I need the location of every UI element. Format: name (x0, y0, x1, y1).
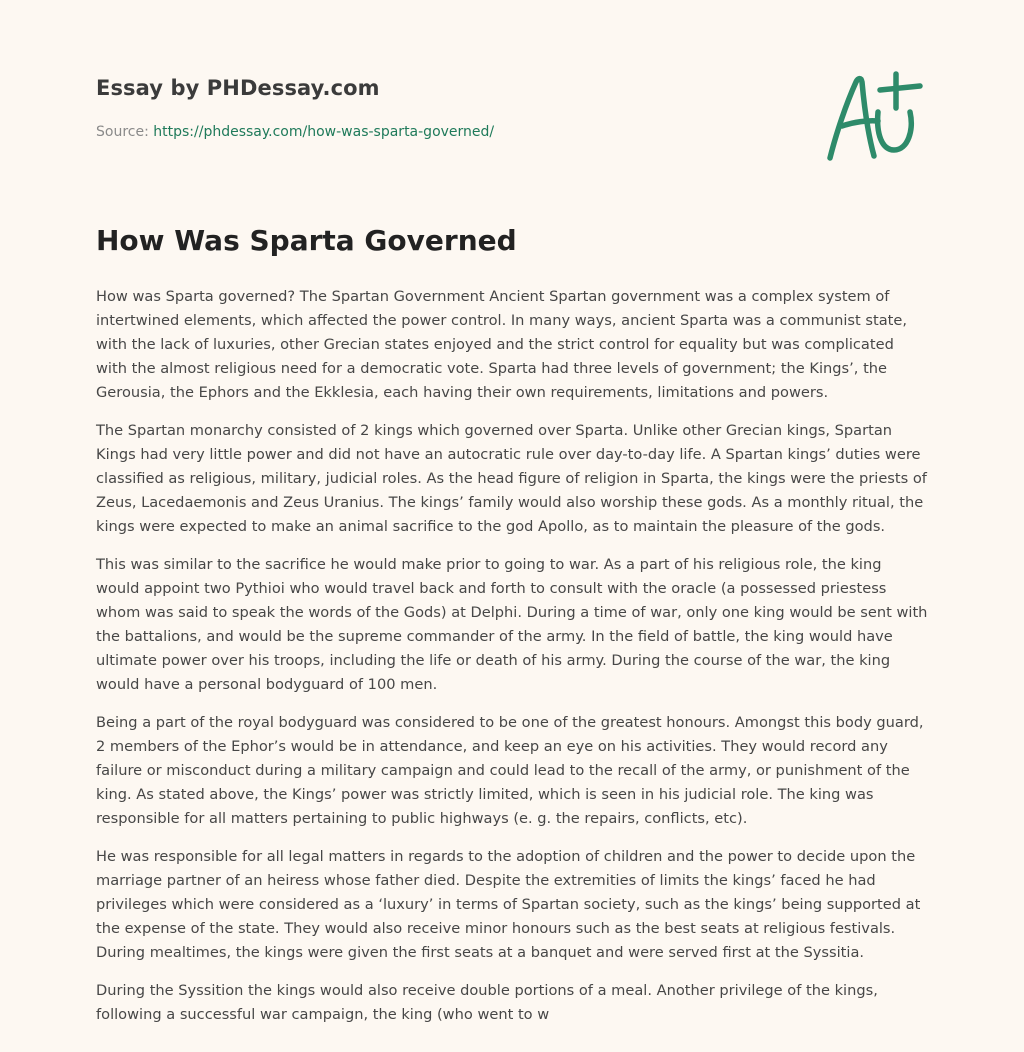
source-line (96, 124, 494, 140)
essay-paragraph: The Spartan monarchy consisted of 2 kings which governed over Sparta. Unlike other Grecian kings, Spartan Kings had very little power and did not have an autocratic rule over day-to-day life. A Spartan kings’ duties were classified as religious, military, judicial roles. As the head figure of religion in Sparta, the kings were the priests of Zeus, Lacedaemonis and Zeus Uranius. The kings’ family would also worship these gods. As a monthly ritual, the kings were expected to make an animal sacrifice to the god Apollo, as to maintain the pleasure of the gods. (96, 422, 927, 535)
site-brand: Essay by PHDessay.com (96, 76, 380, 100)
a-plus-logo-icon (816, 64, 932, 168)
essay-body (96, 285, 928, 1041)
essay-paragraph: How was Sparta governed? The Spartan Government Ancient Spartan government was a complex system of intertwined elements, which affected the power control. In many ways, ancient Sparta was a communist state, with the lack of luxuries, other Grecian states enjoyed and the strict control for equality but was complicated with the almost religious need for a democratic vote. Sparta had three levels of government; the Kings’, the Gerousia, the Ephors and the Ekklesia, each having their own requirements, limitations and powers. (96, 288, 907, 401)
essay-paragraph: He was responsible for all legal matters in regards to the adoption of children and the power to decide upon the marriage partner of an heiress whose father died. Despite the extremities of limits the kings’ faced he had privileges which were considered as a ‘luxury’ in terms of Spartan society, such as the kings’ being supported at the expense of the state. They would also receive minor honours such as the best seats at religious festivals. During mealtimes, the kings were given the first seats at a banquet and were served first at the Syssitia. (96, 848, 921, 961)
source-link[interactable]: https://phdessay.com/how-was-sparta-governed/ (153, 124, 495, 140)
essay-paragraph: During the Syssition the kings would also receive double portions of a meal. Another privilege of the kings, following a successful war campaign, the king (who went to w (96, 982, 878, 1023)
essay-paragraph: Being a part of the royal bodyguard was considered to be one of the greatest honours. Amongst this body guard, 2 members of the Ephor’s would be in attendance, and keep an eye on his activities. They would record any failure or misconduct during a military campaign and could lead to the recall of the army, or punishment of the king. As stated above, the Kings’ power was strictly limited, which is seen in his judicial role. The king was responsible for all matters pertaining to public highways (e. g. the repairs, conflicts, etc). (96, 714, 924, 827)
essay-paragraph: This was similar to the sacrifice he would make prior to going to war. As a part of his religious role, the king would appoint two Pythioi who would travel back and forth to consult with the oracle (a possessed priestess whom was said to speak the words of the Gods) at Delphi. During a time of war, only one king would be sent with the battalions, and would be the supreme commander of the army. In the field of battle, the king would have ultimate power over his troops, including the life or death of his army. During the course of the war, the king would have a personal bodyguard of 100 men. (96, 556, 928, 693)
source-label: Source: (96, 124, 149, 140)
essay-title: How Was Sparta Governed (96, 224, 517, 257)
